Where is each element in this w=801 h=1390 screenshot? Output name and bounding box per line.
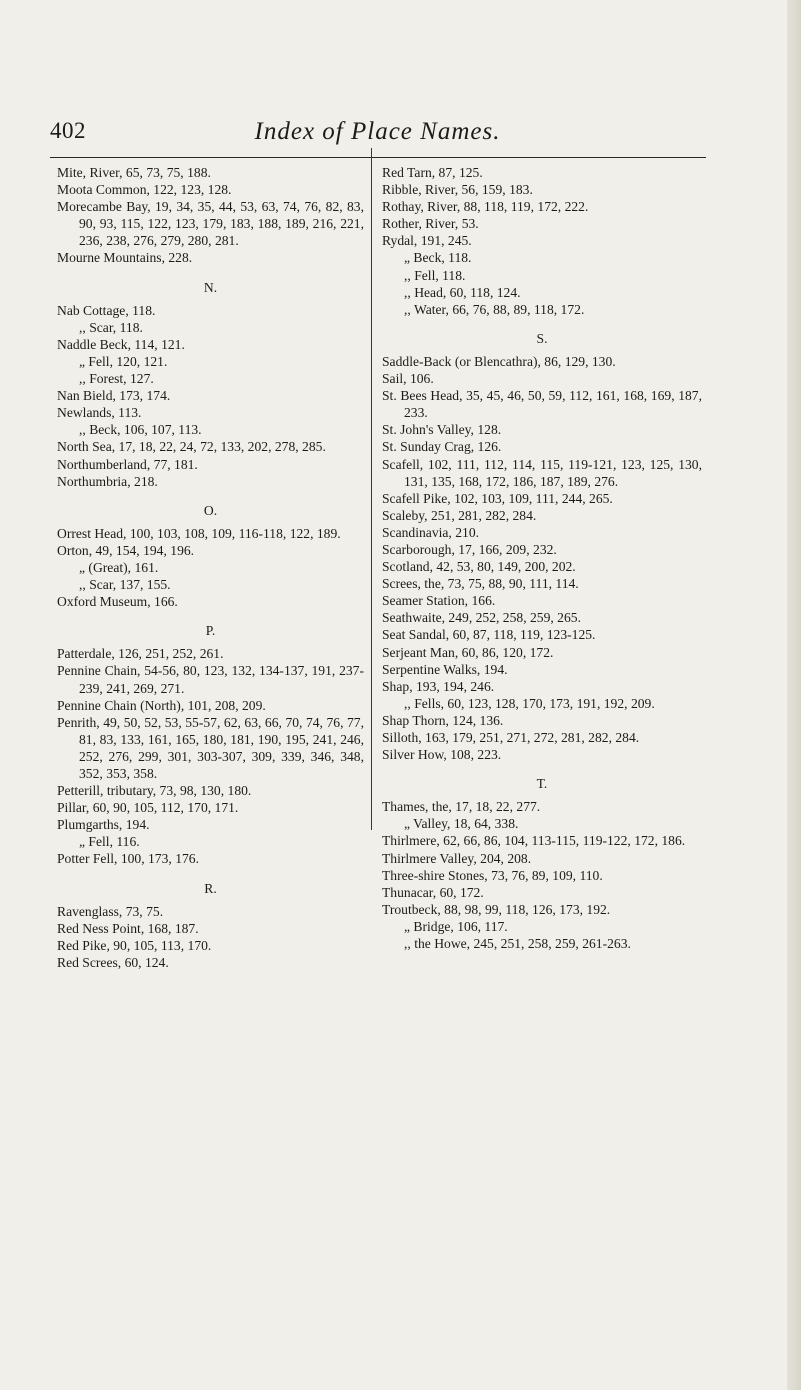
section-letter: T. bbox=[536, 776, 548, 792]
index-entry: Saddle-Back (or Blencathra), 86, 129, 130. bbox=[382, 353, 616, 369]
index-entry: Oxford Museum, 166. bbox=[57, 594, 178, 610]
index-subentry: ,, Fell, 118. bbox=[404, 267, 466, 283]
section-letter: S. bbox=[536, 330, 548, 346]
index-entry: Three-shire Stones, 73, 76, 89, 109, 110. bbox=[382, 867, 603, 883]
index-entry: Red Tarn, 87, 125. bbox=[382, 165, 483, 180]
index-subentry: ,, Water, 66, 76, 88, 89, 118, 172. bbox=[404, 301, 585, 317]
index-entry: St. John's Valley, 128. bbox=[382, 422, 502, 438]
index-entry: St. Bees Head, 35, 45, 46, 50, 59, 112, 161, 168, 169, 187, 233. bbox=[382, 388, 702, 421]
index-entry: Pillar, 60, 90, 105, 112, 170, 171. bbox=[57, 800, 239, 816]
index-entry: Seamer Station, 166. bbox=[382, 593, 496, 609]
index-entry: Mourne Mountains, 228. bbox=[57, 250, 193, 266]
index-entry: St. Sunday Crag, 126. bbox=[382, 439, 502, 455]
index-subentry: „ Fell, 116. bbox=[79, 834, 140, 850]
index-entry: Naddle Beck, 114, 121. bbox=[57, 336, 185, 352]
index-entry: Rydal, 191, 245. bbox=[382, 233, 472, 249]
index-entry: Silloth, 163, 179, 251, 271, 272, 281, 282, 284. bbox=[382, 730, 640, 745]
index-entry: Shap Thorn, 124, 136. bbox=[382, 712, 504, 728]
index-entry: Seat Sandal, 60, 87, 118, 119, 123-125. bbox=[382, 627, 596, 643]
section-letter: O. bbox=[203, 502, 218, 518]
index-entry: Scandinavia, 210. bbox=[382, 524, 480, 540]
index-entry: Pennine Chain (North), 101, 208, 209. bbox=[57, 697, 266, 713]
index-entry: Orton, 49, 154, 194, 196. bbox=[57, 542, 195, 558]
index-entry: Troutbeck, 88, 98, 99, 118, 126, 173, 192. bbox=[382, 901, 611, 917]
index-column-right bbox=[382, 164, 702, 952]
index-entry: Petterill, tributary, 73, 98, 130, 180. bbox=[57, 783, 252, 799]
index-entry: Orrest Head, 100, 103, 108, 109, 116-118, 122, 189. bbox=[57, 525, 341, 541]
index-entry: Thames, the, 17, 18, 22, 277. bbox=[382, 799, 541, 815]
index-subentry: ,, Head, 60, 118, 124. bbox=[404, 284, 521, 300]
index-entry: Ravenglass, 73, 75. bbox=[57, 903, 164, 919]
index-entry: Thirlmere Valley, 204, 208. bbox=[382, 850, 532, 866]
index-entry: Mite, River, 65, 73, 75, 188. bbox=[57, 165, 211, 180]
index-entry: North Sea, 17, 18, 22, 24, 72, 133, 202, 278, 285. bbox=[57, 439, 326, 455]
index-entry: Ribble, River, 56, 159, 183. bbox=[382, 182, 533, 198]
index-entry: Morecambe Bay, 19, 34, 35, 44, 53, 63, 74, 76, 82, 83, 90, 93, 115, 122, 123, 179, 183, 188, 189, 216, 221, 236, 238, 276, 279, 280, 281. bbox=[57, 199, 364, 249]
index-entry: Plumgarths, 194. bbox=[57, 817, 150, 833]
index-entry: Red Ness Point, 168, 187. bbox=[57, 920, 199, 936]
index-entry: Silver How, 108, 223. bbox=[382, 747, 502, 763]
index-subentry: ,, Scar, 137, 155. bbox=[79, 577, 171, 593]
header-rule bbox=[50, 157, 706, 158]
index-entry: Scafell, 102, 111, 112, 114, 115, 119-121, 123, 125, 130, 131, 135, 168, 172, 186, 187, 189, 276. bbox=[382, 456, 702, 489]
index-subentry: ,, Fells, 60, 123, 128, 170, 173, 191, 192, 209. bbox=[404, 695, 655, 711]
index-subentry: ,, the Howe, 245, 251, 258, 259, 261-263. bbox=[404, 936, 631, 952]
index-column-left bbox=[57, 164, 364, 971]
index-subentry: „ Bridge, 106, 117. bbox=[404, 918, 508, 934]
index-entry: Nan Bield, 173, 174. bbox=[57, 388, 171, 404]
index-subentry: ,, Beck, 106, 107, 113. bbox=[79, 422, 202, 438]
index-entry: Northumberland, 77, 181. bbox=[57, 456, 198, 472]
index-subentry: „ (Great), 161. bbox=[79, 559, 159, 575]
column-divider bbox=[371, 148, 372, 830]
index-subentry: „ Beck, 118. bbox=[404, 250, 472, 266]
index-entry: Scarborough, 17, 166, 209, 232. bbox=[382, 541, 557, 557]
index-entry: Rothay, River, 88, 118, 119, 172, 222. bbox=[382, 199, 589, 215]
index-entry: Scafell Pike, 102, 103, 109, 111, 244, 265. bbox=[382, 490, 613, 506]
page-header bbox=[50, 118, 705, 158]
index-entry: Seathwaite, 249, 252, 258, 259, 265. bbox=[382, 610, 581, 626]
index-entry: Thirlmere, 62, 66, 86, 104, 113-115, 119-122, 172, 186. bbox=[382, 833, 686, 849]
index-entry: Sail, 106. bbox=[382, 371, 434, 387]
index-entry: Serpentine Walks, 194. bbox=[382, 661, 508, 677]
page-number: 402 bbox=[50, 118, 86, 143]
index-entry: Rother, River, 53. bbox=[382, 216, 479, 232]
index-entry: Screes, the, 73, 75, 88, 90, 111, 114. bbox=[382, 576, 579, 592]
index-subentry: ,, Forest, 127. bbox=[79, 371, 154, 387]
index-entry: Serjeant Man, 60, 86, 120, 172. bbox=[382, 644, 554, 660]
index-entry: Scaleby, 251, 281, 282, 284. bbox=[382, 507, 537, 523]
index-subentry: „ Fell, 120, 121. bbox=[79, 353, 168, 369]
page-edge bbox=[787, 0, 801, 1390]
index-entry: Penrith, 49, 50, 52, 53, 55-57, 62, 63, 66, 70, 74, 76, 77, 81, 83, 133, 161, 165, 180, 181, 190, 195, 241, 246, 252, 276, 299, 301, 303-307, 309, 339, 346, 348, 352, 353, 358. bbox=[57, 714, 364, 781]
index-subentry: ,, Scar, 118. bbox=[79, 319, 143, 335]
index-entry: Shap, 193, 194, 246. bbox=[382, 678, 495, 694]
index-entry: Potter Fell, 100, 173, 176. bbox=[57, 851, 199, 867]
index-entry: Nab Cottage, 118. bbox=[57, 302, 156, 318]
running-title: Index of Place Names. bbox=[254, 118, 501, 145]
index-entry: Newlands, 113. bbox=[57, 405, 142, 421]
index-entry: Red Screes, 60, 124. bbox=[57, 954, 169, 970]
index-entry: Thunacar, 60, 172. bbox=[382, 884, 484, 900]
index-entry: Moota Common, 122, 123, 128. bbox=[57, 182, 232, 198]
index-entry: Patterdale, 126, 251, 252, 261. bbox=[57, 646, 224, 662]
section-letter: R. bbox=[204, 880, 217, 896]
index-entry: Northumbria, 218. bbox=[57, 473, 158, 489]
index-entry: Pennine Chain, 54-56, 80, 123, 132, 134-137, 191, 237-239, 241, 269, 271. bbox=[57, 663, 364, 696]
index-entry: Scotland, 42, 53, 80, 149, 200, 202. bbox=[382, 559, 576, 575]
section-letter: N. bbox=[203, 279, 218, 295]
index-entry: Red Pike, 90, 105, 113, 170. bbox=[57, 937, 212, 953]
section-letter: P. bbox=[205, 623, 216, 639]
index-subentry: „ Valley, 18, 64, 338. bbox=[404, 816, 519, 832]
